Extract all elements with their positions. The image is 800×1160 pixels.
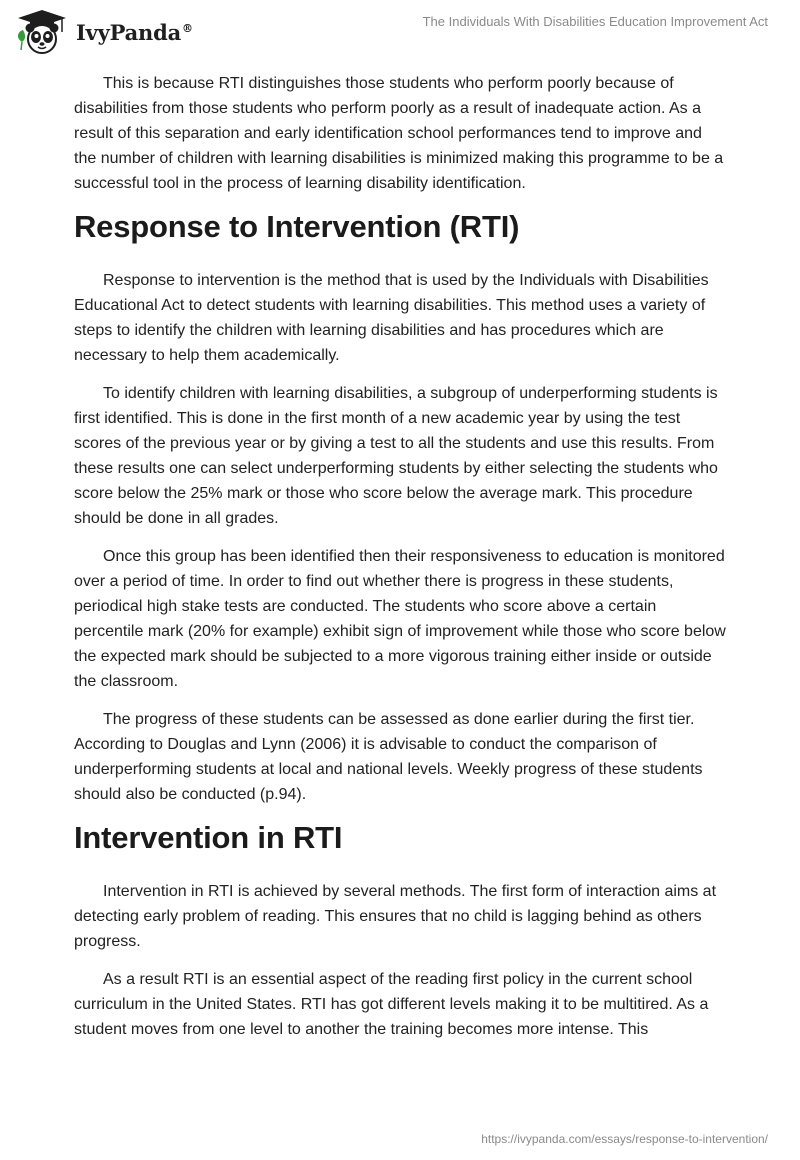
paragraph: Once this group has been identified then their responsiveness to education is monitored over a period of time. In order to find out whether there is progress in these students, periodical high stake tests are conducted. The students who score above a certain percentile mark (20% for example) exhibit sign of improvement while those who score below the expected mark should be subjected to a more vigorous training either inside or outside the classroom. [74, 548, 726, 690]
paragraph: This is because RTI distinguishes those students who perform poorly because of disabilities from those students who perform poorly as a result of inadequate action. As a result of this separation and early identification school performances tend to improve and the number of children with learning disabilities is minimized making this programme to be a successful tool in the process of learning disability identification. [74, 75, 724, 192]
section-heading: Intervention in RTI [74, 820, 343, 855]
paragraph: Response to intervention is the method that is used by the Individuals with Disabilities Educational Act to detect students with learning disabilities. This method uses a variety of steps to identify the children with learning disabilities and has procedures which are necessary to help them academically. [74, 272, 709, 364]
paragraph: Intervention in RTI is achieved by several methods. The first form of interaction aims at detecting early problem of reading. This ensures that no child is lagging behind as others progress. [74, 883, 717, 950]
registered-mark: ® [182, 21, 193, 35]
section-heading: Response to Intervention (RTI) [74, 209, 520, 244]
panda-graduate-icon [14, 8, 70, 56]
paragraph: As a result RTI is an essential aspect of the reading first policy in the current school curriculum in the United States. RTI has got different levels making it to be multitired. As a student moves from one level to another the training becomes more intense. This [74, 971, 709, 1038]
paragraph: To identify children with learning disabilities, a subgroup of underperforming students is first identified. This is done in the first month of a new academic year by using the test scores of the previous year or by giving a test to all the students and use this results. From these results one can select underperforming students by either selecting the students who score below the 25% mark or those who score below the average mark. This procedure should be done in all grades. [74, 385, 718, 527]
essay-content [74, 71, 726, 1055]
ivypanda-logo[interactable] [14, 8, 193, 56]
paragraph: The progress of these students can be assessed as done earlier during the first tier. According to Douglas and Lynn (2006) it is advisable to conduct the comparison of underperforming students at local and national levels. Weekly progress of these students should also be conducted (p.94). [74, 711, 703, 803]
page-header [0, 0, 800, 64]
source-url[interactable]: https://ivypanda.com/essays/response-to-intervention/ [481, 1132, 768, 1146]
document-title: The Individuals With Disabilities Education Improvement Act [422, 14, 768, 29]
brand-name: IvyPanda® [76, 19, 193, 45]
